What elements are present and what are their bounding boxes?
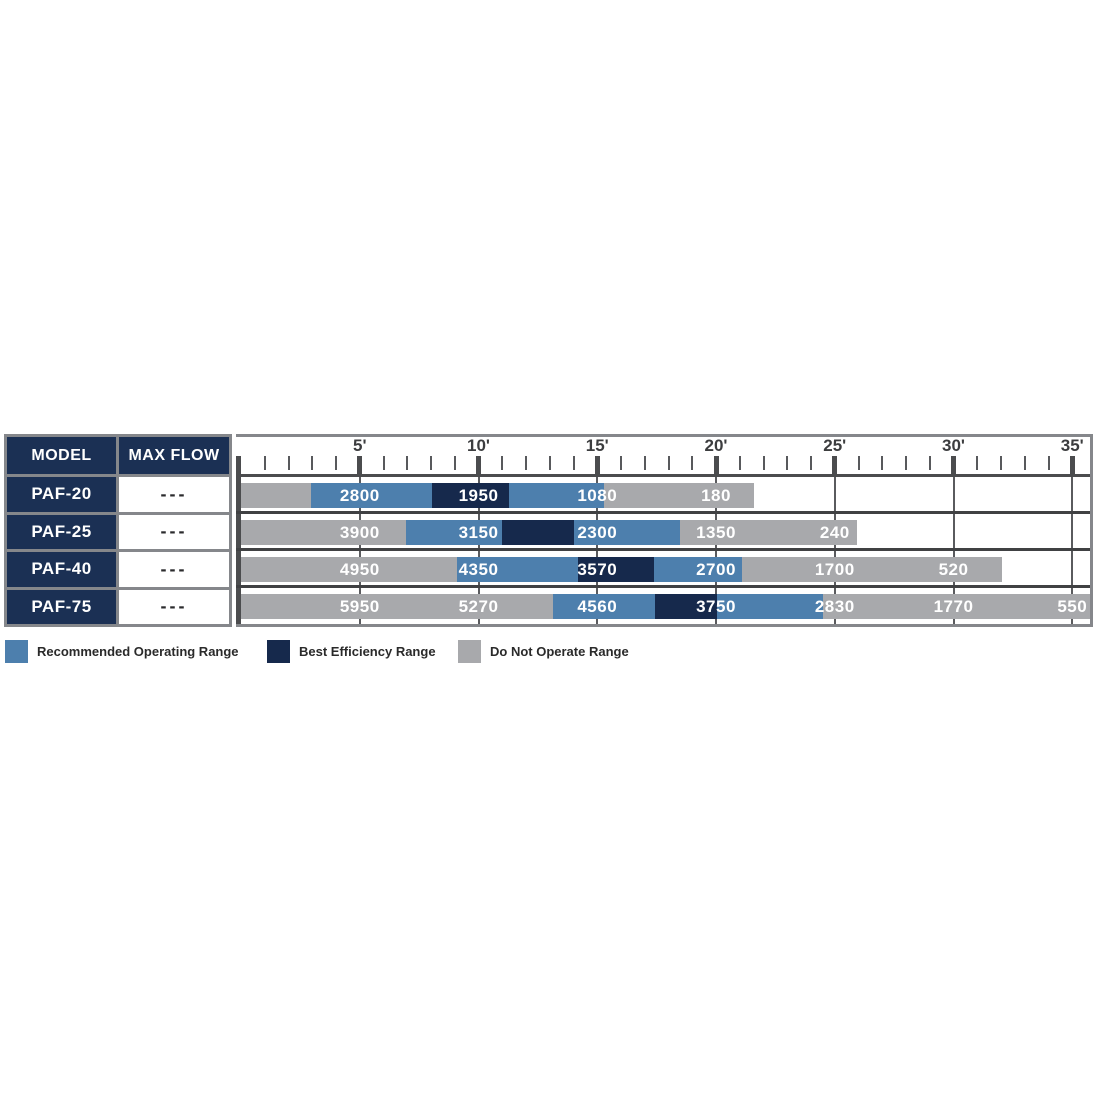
- ruler-label-25ft: 25': [823, 436, 847, 455]
- minor-tick-26ft: [858, 456, 860, 470]
- model-cell: PAF-75: [7, 590, 116, 625]
- flow-value-label: 4560: [577, 597, 618, 616]
- chart-row-paf-20: [236, 477, 1090, 511]
- minor-tick-9ft: [454, 456, 456, 470]
- minor-tick-14ft: [573, 456, 575, 470]
- minor-tick-3ft: [311, 456, 313, 470]
- model-cell: PAF-20: [7, 477, 116, 512]
- do-not-operate-segment: [241, 483, 311, 508]
- flow-value-label: 180: [701, 486, 731, 505]
- major-tick-15ft: [595, 456, 600, 474]
- flow-value-label: 550: [1057, 597, 1088, 616]
- minor-tick-8ft: [430, 456, 432, 470]
- model-cell: PAF-25: [7, 515, 116, 550]
- minor-tick-32ft: [1000, 456, 1002, 470]
- minor-tick-31ft: [976, 456, 978, 470]
- minor-tick-2ft: [288, 456, 290, 470]
- minor-tick-11ft: [501, 456, 503, 470]
- major-tick-20ft: [714, 456, 719, 474]
- flow-value-label: 2830: [814, 597, 855, 616]
- flow-value-label: 3150: [458, 523, 499, 542]
- minor-tick-12ft: [525, 456, 527, 470]
- flow-value-label: 2700: [696, 560, 736, 579]
- flow-value-label: 240: [819, 523, 850, 542]
- max-flow-cell: ---: [119, 477, 229, 512]
- legend-item-best-efficiency: [267, 639, 436, 663]
- flow-value-label: 5950: [339, 597, 380, 616]
- best-efficiency-segment: [502, 520, 573, 545]
- max-flow-cell: ---: [119, 552, 229, 587]
- major-tick-5ft: [357, 456, 362, 474]
- max-flow-cell: ---: [119, 515, 229, 550]
- model-cell: PAF-40: [7, 552, 116, 587]
- max-flow-column-header: MAX FLOW: [119, 437, 229, 474]
- ruler-label-10ft: 10': [467, 436, 490, 455]
- flow-value-label: 520: [938, 560, 969, 579]
- major-tick-30ft: [951, 456, 956, 474]
- range-legend: [0, 639, 1096, 663]
- flow-value-label: 1770: [933, 597, 974, 616]
- legend-item-recommended: [5, 639, 239, 663]
- minor-tick-22ft: [763, 456, 765, 470]
- ruler-label-20ft: 20': [704, 436, 728, 455]
- ruler-label-5ft: 5': [353, 436, 367, 455]
- flow-value-label: 1080: [577, 486, 618, 505]
- model-max-flow-table: [4, 434, 232, 627]
- minor-tick-28ft: [905, 456, 907, 470]
- ruler-label-35ft: 35': [1060, 436, 1084, 455]
- legend-label: Do Not Operate Range: [490, 643, 629, 659]
- minor-tick-21ft: [739, 456, 741, 470]
- flow-value-label: 3570: [577, 560, 618, 579]
- major-tick-25ft: [832, 456, 837, 474]
- flow-value-label: 4350: [458, 560, 499, 579]
- minor-tick-33ft: [1024, 456, 1026, 470]
- flow-value-label: 3750: [696, 597, 736, 616]
- operating-range-chart: [236, 434, 1093, 627]
- legend-label: Recommended Operating Range: [37, 643, 239, 659]
- minor-tick-29ft: [929, 456, 931, 470]
- do-not-operate-segment: [241, 594, 553, 619]
- minor-tick-27ft: [881, 456, 883, 470]
- chart-row-paf-75: [236, 588, 1090, 624]
- minor-tick-13ft: [549, 456, 551, 470]
- minor-tick-18ft: [668, 456, 670, 470]
- minor-tick-1ft: [264, 456, 266, 470]
- recommended-swatch: [5, 640, 28, 663]
- minor-tick-16ft: [620, 456, 622, 470]
- minor-tick-24ft: [810, 456, 812, 470]
- do-not-operate-swatch: [458, 640, 481, 663]
- minor-tick-34ft: [1048, 456, 1050, 470]
- legend-item-do-not-operate: [458, 639, 629, 663]
- flow-value-label: 1950: [458, 486, 499, 505]
- minor-tick-6ft: [383, 456, 385, 470]
- chart-row-paf-25: [236, 514, 1090, 548]
- flow-value-label: 2800: [339, 486, 380, 505]
- minor-tick-7ft: [406, 456, 408, 470]
- minor-tick-23ft: [786, 456, 788, 470]
- legend-label: Best Efficiency Range: [299, 643, 436, 659]
- flow-value-label: 4950: [339, 560, 380, 579]
- flow-value-label: 1350: [696, 523, 736, 542]
- best-efficiency-swatch: [267, 640, 290, 663]
- flow-value-label: 2300: [577, 523, 618, 542]
- flow-value-label: 1700: [814, 560, 855, 579]
- flow-value-label: 5270: [458, 597, 499, 616]
- major-tick-10ft: [476, 456, 481, 474]
- major-tick-35ft: [1070, 456, 1075, 474]
- ruler-label-30ft: 30': [942, 436, 965, 455]
- minor-tick-19ft: [691, 456, 693, 470]
- max-flow-cell: ---: [119, 590, 229, 625]
- flow-value-label: 3900: [339, 523, 380, 542]
- do-not-operate-segment: [241, 520, 406, 545]
- chart-row-paf-40: [236, 551, 1090, 585]
- minor-tick-17ft: [644, 456, 646, 470]
- do-not-operate-segment: [604, 483, 754, 508]
- ruler-label-15ft: 15': [585, 436, 609, 455]
- minor-tick-4ft: [335, 456, 337, 470]
- model-column-header: MODEL: [7, 437, 116, 474]
